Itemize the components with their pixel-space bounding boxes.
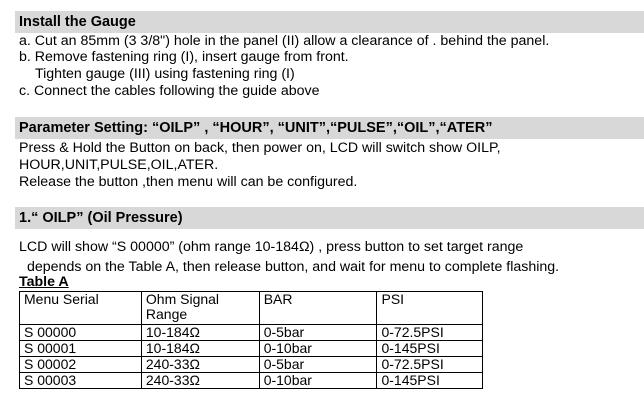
cell-ohm-range: 10-184Ω [141,325,259,341]
cell-bar: 0-5bar [259,357,377,373]
cell-psi: 0-72.5PSI [377,357,483,373]
header-ohm-signal: Ohm Signal [145,291,220,307]
parameter-line-1: Press & Hold the Button on back, then power on, LCD will switch show OILP, [19,140,501,156]
table-row [20,357,483,373]
cell-menu-serial: S 00001 [20,341,142,357]
table-row [20,325,483,341]
install-step-b: b. Remove fastening ring (I), insert gauge from front. [19,49,349,65]
cell-ohm-range: 240-33Ω [141,357,259,373]
cell-bar: 0-5bar [259,325,377,341]
parameter-line-3: Release the button ,then menu will can be configured. [19,174,358,190]
parameter-line-2: HOUR,UNIT,PULSE,OIL,ATER. [19,157,219,173]
table-row [20,373,483,389]
cell-ohm-range: 10-184Ω [141,341,259,357]
parameter-heading: Parameter Setting: “OILP” , “HOUR”, “UNIT”,“PULSE”,“OIL”,“ATER” [15,117,644,139]
oilp-line-1: LCD will show “S 00000” (ohm range 10-184Ω) , press button to set target range [19,239,524,255]
cell-ohm-range: 240-33Ω [141,373,259,389]
install-step-c: c. Connect the cables following the guide above [19,83,320,99]
header-menu-serial: Menu Serial [20,292,142,325]
header-bar: BAR [259,292,377,325]
table-a-title: Table A [19,274,69,290]
cell-bar: 0-10bar [259,373,377,389]
cell-psi: 0-145PSI [377,341,483,357]
cell-bar: 0-10bar [259,341,377,357]
install-step-b-continued: Tighten gauge (III) using fastening ring (I) [35,66,295,82]
oilp-heading: 1.“ OILP” (Oil Pressure) [15,207,644,229]
cell-menu-serial: S 00003 [20,373,142,389]
header-psi: PSI [377,292,483,325]
cell-menu-serial: S 00002 [20,357,142,373]
table-row [20,341,483,357]
cell-psi: 0-145PSI [377,373,483,389]
oilp-line-2: depends on the Table A, then release button, and wait for menu to complete flashing. [27,259,560,275]
header-ohm-signal-range [141,292,259,325]
cell-psi: 0-72.5PSI [377,325,483,341]
install-step-a: a. Cut an 85mm (3 3/8") hole in the panel (II) allow a clearance of . behind the panel. [19,33,550,49]
table-header-row [20,292,483,325]
table-a [19,291,483,389]
install-heading: Install the Gauge [15,11,644,33]
cell-menu-serial: S 00000 [20,325,142,341]
header-range: Range [145,306,188,322]
